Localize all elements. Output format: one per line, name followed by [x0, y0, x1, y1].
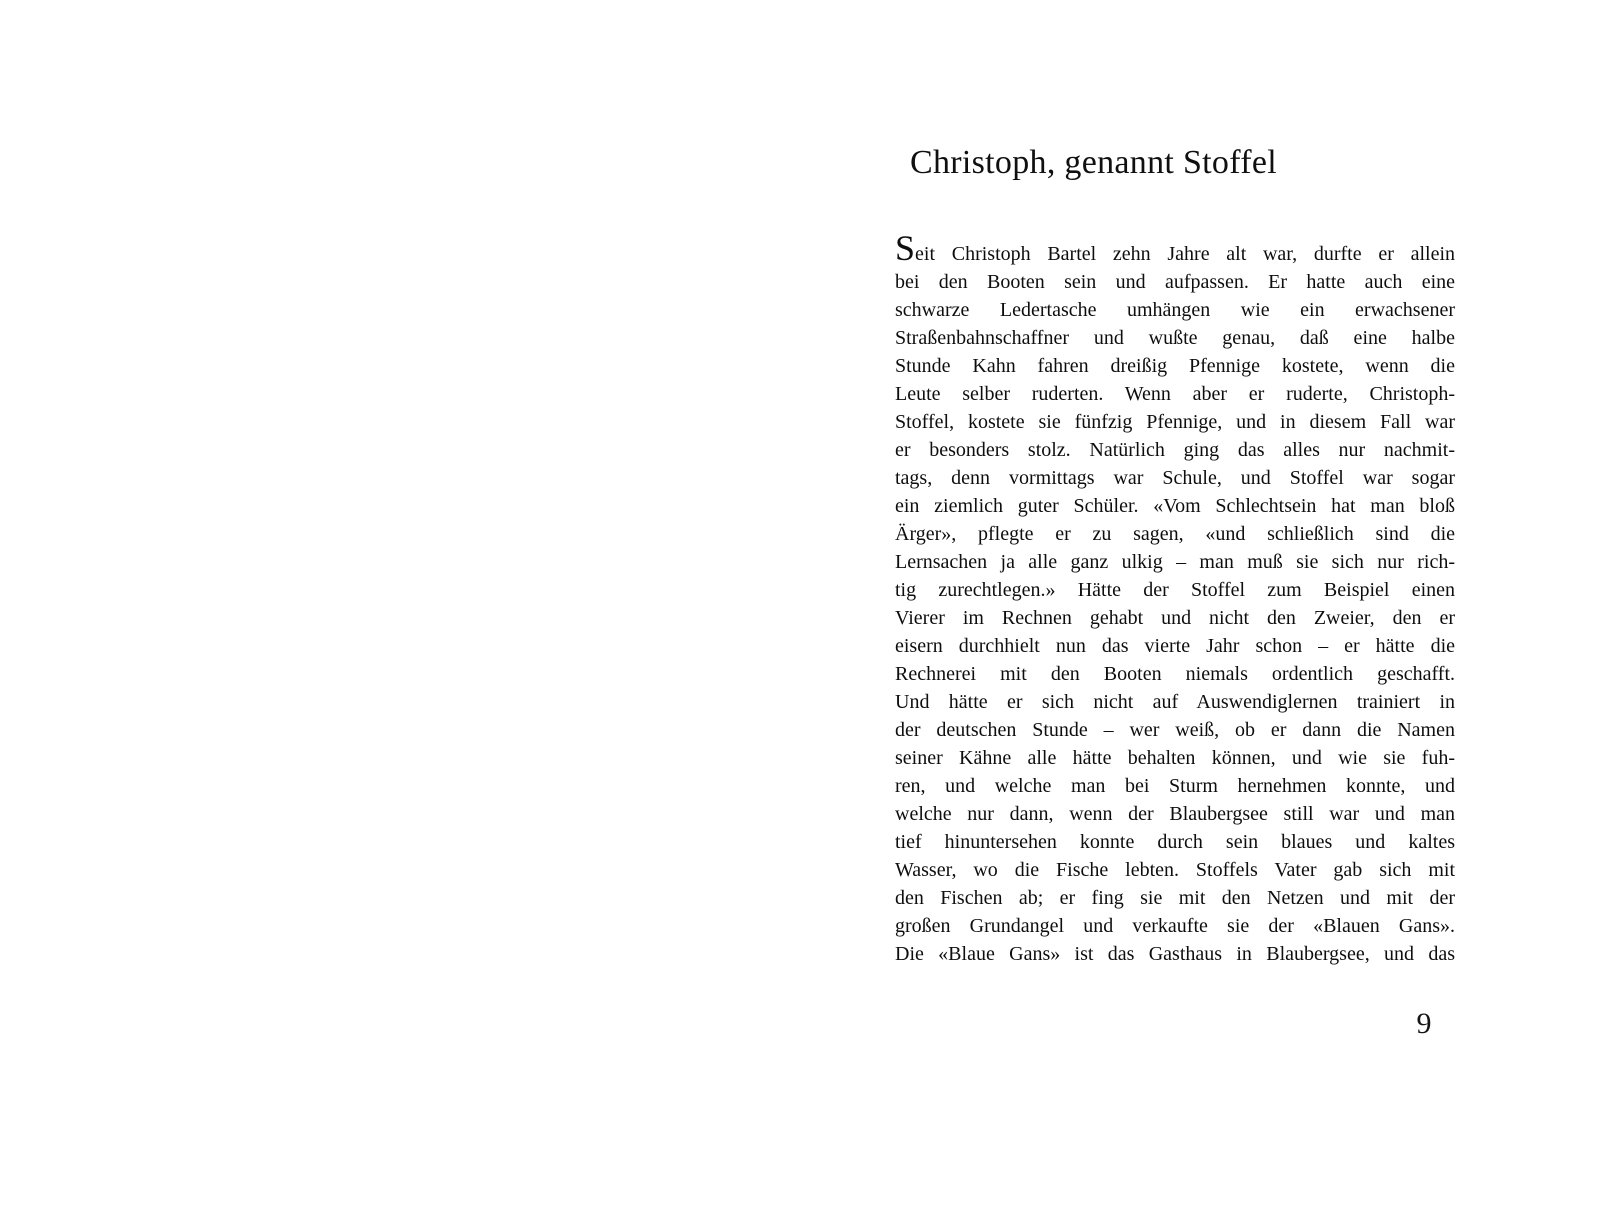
- text-line: tig zurechtlegen.» Hätte der Stoffel zum Beispiel einen: [895, 579, 1455, 601]
- text-line: ein ziemlich guter Schüler. «Vom Schlechtsein hat man bloß: [895, 495, 1455, 517]
- text-line: Rechnerei mit den Booten niemals ordentlich geschafft.: [895, 663, 1455, 685]
- body-paragraph: [895, 228, 1455, 968]
- text-line: Vierer im Rechnen gehabt und nicht den Zweier, den er: [895, 607, 1455, 629]
- text-line: der deutschen Stunde – wer weiß, ob er dann die Namen: [895, 719, 1455, 741]
- text-line: den Fischen ab; er fing sie mit den Netzen und mit der: [895, 887, 1455, 909]
- text-line: tief hinuntersehen konnte durch sein blaues und kaltes: [895, 831, 1455, 853]
- text-line: großen Grundangel und verkaufte sie der «Blauen Gans».: [895, 915, 1455, 937]
- drop-cap-initial: S: [895, 228, 916, 268]
- text-line: tags, denn vormittags war Schule, und Stoffel war sogar: [895, 467, 1455, 489]
- text-line: Straßenbahnschaffner und wußte genau, daß eine halbe: [895, 327, 1455, 349]
- chapter-title: Christoph, genannt Stoffel: [910, 144, 1277, 181]
- text-line: Leute selber ruderten. Wenn aber er ruderte, Christoph-: [895, 383, 1455, 405]
- text-line: Wasser, wo die Fische lebten. Stoffels Vater gab sich mit: [895, 859, 1455, 881]
- text-line: eisern durchhielt nun das vierte Jahr schon – er hätte die: [895, 635, 1455, 657]
- page-number: 9: [1416, 1007, 1432, 1040]
- text-line: Die «Blaue Gans» ist das Gasthaus in Blaubergsee, und das: [895, 943, 1455, 965]
- text-line: er besonders stolz. Natürlich ging das alles nur nachmit-: [895, 439, 1455, 461]
- text-line: Und hätte er sich nicht auf Auswendiglernen trainiert in: [895, 691, 1455, 713]
- text-line: ren, und welche man bei Sturm hernehmen konnte, und: [895, 775, 1455, 797]
- text-line: schwarze Ledertasche umhängen wie ein erwachsener: [895, 299, 1455, 321]
- text-line: seiner Kähne alle hätte behalten können, und wie sie fuh-: [895, 747, 1455, 769]
- text-line: welche nur dann, wenn der Blaubergsee still war und man: [895, 803, 1455, 825]
- text-line: Ärger», pflegte er zu sagen, «und schließlich sind die: [895, 523, 1455, 545]
- text-line-content: eit Christoph Bartel zehn Jahre alt war, durfte er allein: [915, 243, 1455, 265]
- text-line: Lernsachen ja alle ganz ulkig – man muß sie sich nur rich-: [895, 551, 1455, 573]
- text-line: [895, 228, 1455, 268]
- text-line: bei den Booten sein und aufpassen. Er hatte auch eine: [895, 271, 1455, 293]
- text-line: Stunde Kahn fahren dreißig Pfennige kostete, wenn die: [895, 355, 1455, 377]
- text-line: Stoffel, kostete sie fünfzig Pfennige, und in diesem Fall war: [895, 411, 1455, 433]
